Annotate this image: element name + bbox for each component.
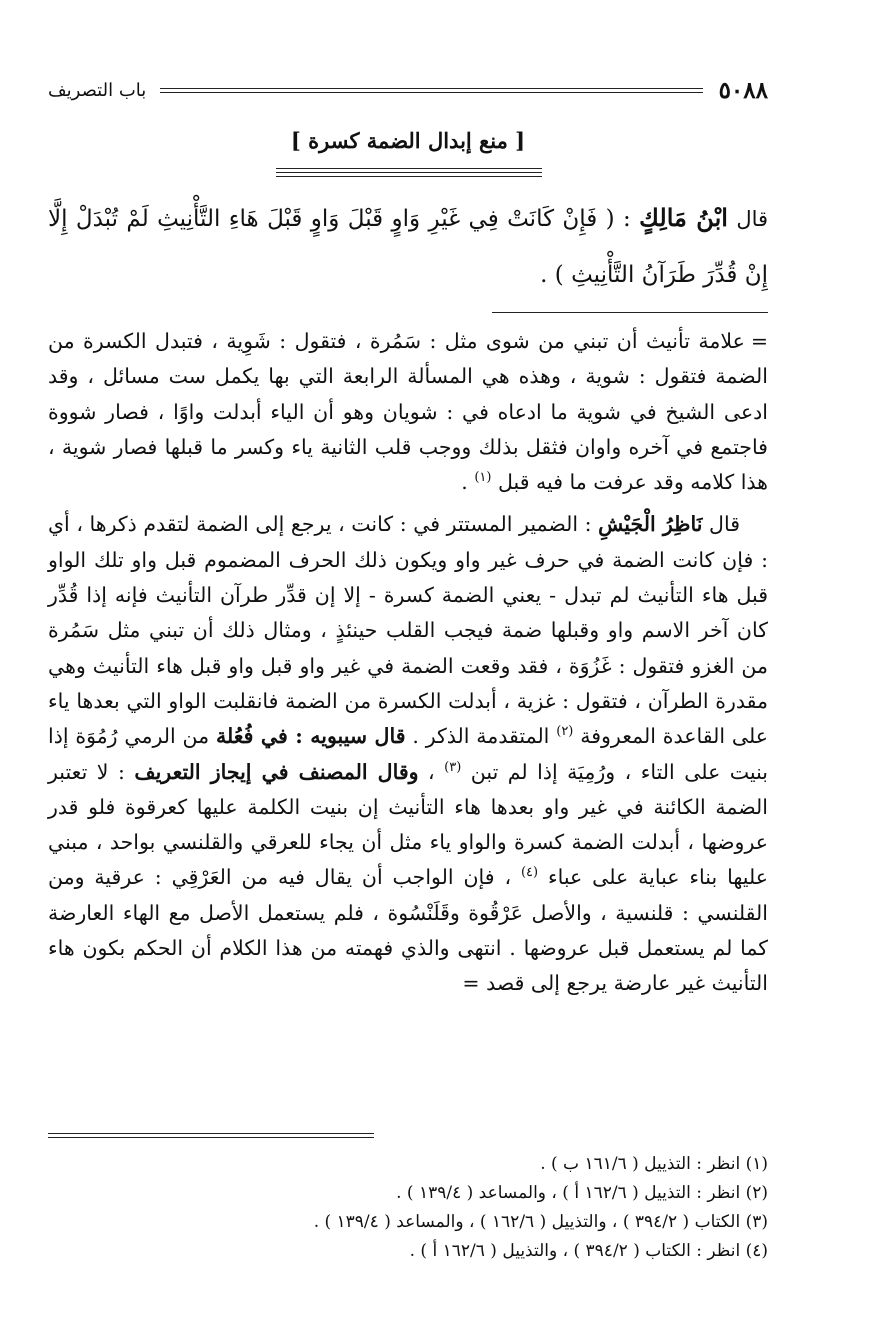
ibn-malik-quote xyxy=(48,190,768,303)
running-section-name: باب التصريف xyxy=(48,79,147,101)
continuation-mark-end: = xyxy=(462,971,480,996)
paragraph-end: . xyxy=(461,470,468,495)
header-rule xyxy=(160,88,702,93)
running-header xyxy=(48,70,768,110)
footnote-ref-3: (٣) xyxy=(444,759,462,775)
quote-author-name: ابْنُ مَالِكٍ xyxy=(639,203,728,232)
quote-text: : ( فَإِنْ كَانَتْ فِي غَيْرِ وَاوٍ قَبْلَ وَاوٍ قَبْلَ هَاءِ التَّأْنِيثِ لَمْ تُبْدَلْ إِلَّا إِنْ قُدِّرَ طَرَآنُ التَّأْنِيثِ ) . xyxy=(48,206,768,288)
book-page xyxy=(48,0,768,1343)
paragraph-text-c: من الرمي رُمُوَة إذا بنيت على التاء ، ورُمِيَة إذا لم تبن xyxy=(48,724,768,784)
footnote-3: (٣) الكتاب ( ٣٩٤/٢ ) ، والتذييل ( ١٦٢/٦ ) ، والمساعد ( ١٣٩/٤ ) . xyxy=(313,1212,768,1232)
commentary-body xyxy=(48,324,768,1002)
footnote-ref-4: (٤) xyxy=(520,865,539,881)
paragraph-text-b: المتقدمة الذكر . xyxy=(412,724,550,749)
quote-divider xyxy=(492,312,768,313)
continuation-mark: = xyxy=(750,329,768,353)
section-heading-text: [ منع إبدال الضمة كسرة ] xyxy=(290,128,526,153)
footnote-divider xyxy=(48,1133,374,1141)
paragraph-text-a: : الضمير المستتر في : كانت ، يرجع إلى الضمة لتقدم ذكرها ، أي : فإن كانت الضمة في حرف غير واو ويكون ذلك الحرف المضموم قبل واو تلك الواو قبل هاء التأنيث لم تبدل - يعني الضمة كسرة - إلا إن قدِّر طرآن التأنيث فإنه إذا قُدِّر كان آخر الاسم واو وقبلها ضمة فيجب القلب حينئذٍ ، ومثال ذلك أن تبني مثل سَمُرة من الغزو فتقول : غَزُوَة ، فقد وقعت الضمة في غير واو قبل واو قبل هاء التأنيث وهي مقدرة الطرآن ، فتقول : غزية ، أبدلت الكسرة من الضمة فانقلبت الواو التي بعدها ياء على القاعدة المعروفة xyxy=(48,512,768,749)
footnote-2: (٢) انظر : التذييل ( ١٦٢/٦ أ ) ، والمساعد ( ١٣٩/٤ ) . xyxy=(396,1183,768,1203)
footnote-ref-1: (١) xyxy=(474,470,492,486)
footnote-1: (١) انظر : التذييل ( ١٦١/٦ ب ) . xyxy=(540,1154,768,1174)
commentator-name: نَاظِرُ الْجَيْشِ xyxy=(598,512,703,537)
page-number: ٥٠٨٨ xyxy=(718,76,768,104)
paragraph-text-d: ، xyxy=(428,759,435,784)
sibawayh-citation: قال سيبويه : في فُعُلة xyxy=(215,724,406,749)
footnote-4: (٤) انظر : الكتاب ( ٣٩٤/٢ ) ، والتذييل ( ١٦٢/٦ أ ) . xyxy=(409,1241,768,1261)
heading-underline xyxy=(276,168,542,180)
paragraph-continuation xyxy=(48,324,768,500)
section-heading xyxy=(48,128,768,153)
paragraph-text-e: : لا تعتبر الضمة الكائنة في غير واو بعدها هاء التأنيث إن بنيت الكلمة عليها كعرقوة فلو قدر عروضها ، أبدلت الضمة كسرة والواو ياء مثل أن يجاء للعرقي والقلنسي بواحد ، مبني عليها بناء عباية على عباء xyxy=(48,759,768,890)
footnote-ref-2: (٢) xyxy=(556,724,574,740)
paragraph-nazir-al-jaysh xyxy=(48,507,768,1001)
footnotes xyxy=(48,1150,768,1266)
ijaz-citation: وقال المصنف في إيجاز التعريف xyxy=(134,759,419,784)
paragraph-text: علامة تأنيث أن تبني من شوى مثل : سَمُرة ، فتقول : شَوِية ، فتبدل الكسرة من الضمة فتقول : شوية ، وهذه هي المسألة الرابعة التي بها يكمل ست مسائل ، وقد ادعى الشيخ في شوية ما ادعاه في : شويان وهو أن الياء أبدلت واوًا ، فصار شووة فاجتمع في آخره واوان فثقل بذلك ووجب قلب الثانية ياء وكسر ما قبلها فصار شوية ، هذا كلامه وقد عرفت ما فيه قبل xyxy=(48,329,768,495)
paragraph-text-f: ، فإن الواجب أن يقال فيه من العَرْقِي : عرقية ومن القلنسي : قلنسية ، والأصل عَرْقُوة وقَلَنْسُوة ، فلم يستعمل الأصل مع الهاء العارضة كما لم يستعمل قبل عروضها . انتهى والذي فهمته من هذا الكلام أن الحكم بكون هاء التأنيث غير عارضة يرجع إلى قصد xyxy=(48,865,768,996)
commentator-speaker: قال xyxy=(709,512,740,537)
quote-speaker: قال xyxy=(736,207,769,231)
